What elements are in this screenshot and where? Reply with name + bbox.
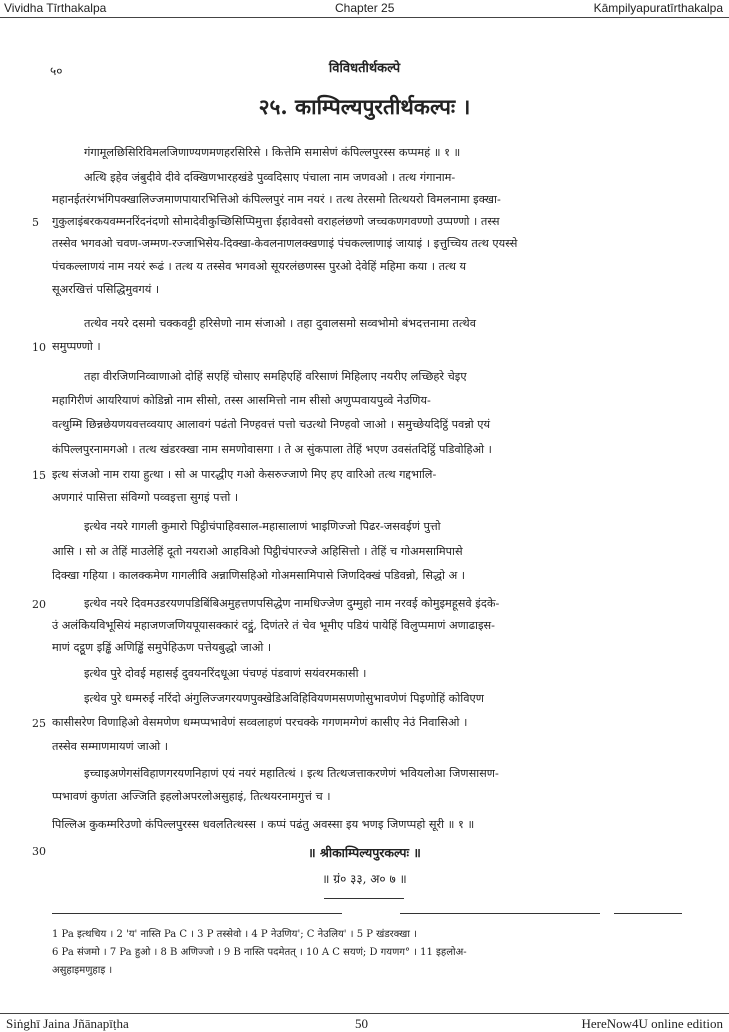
text-line: पिल्लिअ कुकम्मरिउणो कंपिल्लपुरस्स धवलतित्थस्स । कप्पं पढंतु अवस्सा इय भणइ जिणप्पहो सूरी ॥ १ ॥ (52, 818, 475, 831)
text-line: तत्थेव नयरे दसमो चक्कवट्टी हरिसेणो नाम संजाओ । तहा दुवालसमो सव्वभोमो बंभदत्तनामा तत्थेव (84, 317, 477, 330)
running-head: विविधतीर्थकल्पे (328, 61, 401, 76)
footnote-rule (614, 913, 682, 914)
text-line: कंपिल्लपुरनामगओ । तत्थ खंडरक्खा नाम समणोवासगा । ते अ सुंकपाला तेहिं भएण उवसंतदिट्ठिं पडिवोहिओ । (52, 443, 492, 456)
header-section-title: Kāmpilyapuratīrthakalpa (593, 1, 723, 15)
footnote-rule (400, 913, 600, 914)
grantha-count: ॥ ग्रं० ३३, अ० ७ ॥ (322, 872, 407, 886)
line-number-20: 20 (32, 598, 46, 611)
text-line: महानईतरंगभंगिपक्खालिज्जमाणपायारभित्तिओ कंपिल्लपुरं नाम नयरं । तत्थ तेरसमो तित्थयरो विमलनामा इक्खा- (52, 193, 501, 206)
printed-page-number: ५० (50, 64, 63, 78)
text-line: समुप्पण्णो । (52, 340, 101, 353)
line-number-25: 25 (32, 717, 46, 730)
closing-rule (324, 898, 404, 899)
text-line: आसि । सो अ तेहिं माउलेहिं दूतो नयराओ आहविओ पिट्ठीचंपारज्जे अहिसित्तो । तेहिं च गोअमसामिपासे (52, 545, 463, 558)
text-line: दिक्खा गहिया । कालक्कमेण गागलीवि अन्नाणिसहिओ गोअमसामिपासे जिणदिक्खं पडिवन्नो, सिद्धो अ । (52, 569, 466, 582)
text-line: गंगामूलछिसिरिविमलजिणाण्यणमणहरसिरिसे । कित्तेमि समासेणं कंपिल्लपुरस्स कप्पमहं ॥ १ ॥ (84, 146, 461, 159)
text-line: इत्थेव पुरे धम्मरुई नरिंदो अंगुलिज्जगरयणपुक्खेडिअविहिवियणमसणणोसुभावणेणं पिइणोहिं कोविएण (84, 692, 484, 705)
text-line: तस्सेव भगवओ चवण-जम्मण-रज्जाभिसेय-दिक्खा-केवलनाणलक्खणाइं पंचकल्लाणाइं जायाइं । इत्तुच्चिय तत्थ एयस्से (52, 237, 518, 250)
line-number-30: 30 (32, 845, 46, 858)
text-line: कासीसरेण विणाहिओ वेसमणेण धम्मप्पभावेणं सव्वलाहणं परचक्के गगणमग्गेणं कासीए नेउं निवासिओ । (52, 716, 468, 729)
text-line: इत्थेव नयरे गागली कुमारो पिट्ठीचंपाहिवसाल-महासालाणं भाइणिज्जो पिढर-जसवईणं पुत्तो (84, 520, 441, 533)
header-chapter: Chapter 25 (335, 1, 395, 15)
page-footer (0, 1013, 729, 1032)
footnote-line: 1 Pa इत्थचिय । 2 'य' नास्ति Pa C । 3 P तस्सेवो । 4 P नेउणिय'; C नेउलिय' । 5 P खंडरक्खा । (52, 929, 417, 940)
text-line: इत्थ संजओ नाम राया हुत्था । सो अ पारद्धीए गओ केसरुज्जाणे मिए हए वारिओ तत्थ गद्दभालि- (52, 468, 437, 481)
scanned-page (0, 18, 729, 1012)
text-line: वत्थुम्मि छिन्नछेयणयवत्तव्वयाए आलावगं पढंतो निण्हवत्तं पत्तो चउत्थो निण्हवो जाओ । समुच्छेयदिट्ठिं पवन्नो एयं (52, 418, 491, 431)
text-line: गुकुलाइंबरकयवम्मनरिंदनंदणो सोमादेवीकुच्छिसिप्पिमुत्ता ईहावेवसो वराहलंछणो जच्चकणगवण्णो उप्पण्णो । तस्स (52, 215, 500, 228)
text-line: माणं दट्ठूण इड्ढिं अणिड्ढिं समुपेहिऊण पत्तेयबुद्धो जाओ । (52, 641, 272, 654)
colophon: ॥ श्रीकाम्पिल्यपुरकल्पः ॥ (308, 845, 421, 860)
text-line: अणगारं पासित्ता संविग्गो पव्वइत्ता सुगइं पत्तो । (52, 491, 239, 504)
text-line: प्पभावणं कुणंता अज्जिति इहलोअपरलोअसुहाइं, तित्थयरनामगुत्तं च । (52, 790, 331, 803)
footer-page-number: 50 (355, 1016, 368, 1031)
text-line: उं अलंकियविभूसियं महाजणजणियपूयासक्कारं दट्ठुं, दिणंतरे तं चेव भूमीए पडियं पायेहिं विलुप्पमाणं अणाढाइस- (52, 619, 495, 632)
text-line: तहा वीरजिणनिव्वाणाओ दोहिं सएहिं चोसाए समहिएहिं वरिसाणं मिहिलाए नयरीए लच्छिहरे चेइए (84, 370, 467, 383)
text-line: इत्थेव नयरे दिवमउडरयणपडिबिंबिअमुहत्तणपसिद्धेण नामधिज्जेण दुम्मुहो नाम नरवई कोमुइमहूसवे इंदके- (84, 597, 500, 610)
footnote-line: असुहाइमणुहाइ । (52, 965, 113, 976)
footnote-line: 6 Pa संजमो । 7 Pa हुओ । 8 B अणिज्जो । 9 B नास्ति पदमेतत् । 10 A C सयणं; D गयणग° । 11 इहलोअ- (52, 947, 467, 958)
chapter-title: २५. काम्पिल्यपुरतीर्थकल्पः । (258, 94, 471, 119)
text-line: पंचकल्लाणयं नाम नयरं रूढं । तत्थ य तस्सेव भगवओ सूयरलंछणस्स पुरओ देवेहिं महिमा कया । तत्थ य (52, 260, 467, 273)
line-number-5: 5 (32, 216, 39, 229)
header-book-title: Vividha Tīrthakalpa (4, 1, 107, 15)
line-number-15: 15 (32, 469, 46, 482)
text-line: इच्चाइअणेगसंविहाणगरयणनिहाणं एयं नयरं महातित्थं । इत्थ तित्थजत्ताकरणेणं भवियलोआ जिणसासण- (84, 767, 499, 780)
footnote-rule (52, 913, 342, 914)
footer-publisher: Siṅghī Jaina Jñānapīṭha (6, 1016, 129, 1031)
text-line: तस्सेव सम्माणमायणं जाओ । (52, 740, 169, 753)
text-line: इत्थेव पुरे दोवई महासई दुवयनरिंदधूआ पंचण्हं पंडवाणं सयंवरमकासी । (84, 667, 367, 680)
page-header (0, 0, 729, 18)
text-line: महागिरीणं आयरियाणं कोडिन्नो नाम सीसो, तस्स आसमित्तो नाम सीसो अणुप्पवायपुव्वे नेउणिय- (52, 394, 431, 407)
text-line: सूअरखित्तं पसिद्धिमुवगयं । (52, 283, 160, 296)
text-line: अत्थि इहेव जंबुदीवे दीवे दक्खिणभारहखंडे पुव्वदिसाए पंचाला नाम जणवओ । तत्थ गंगानाम- (84, 171, 456, 184)
footer-edition: HereNow4U online edition (581, 1016, 723, 1031)
line-number-10: 10 (32, 341, 46, 354)
